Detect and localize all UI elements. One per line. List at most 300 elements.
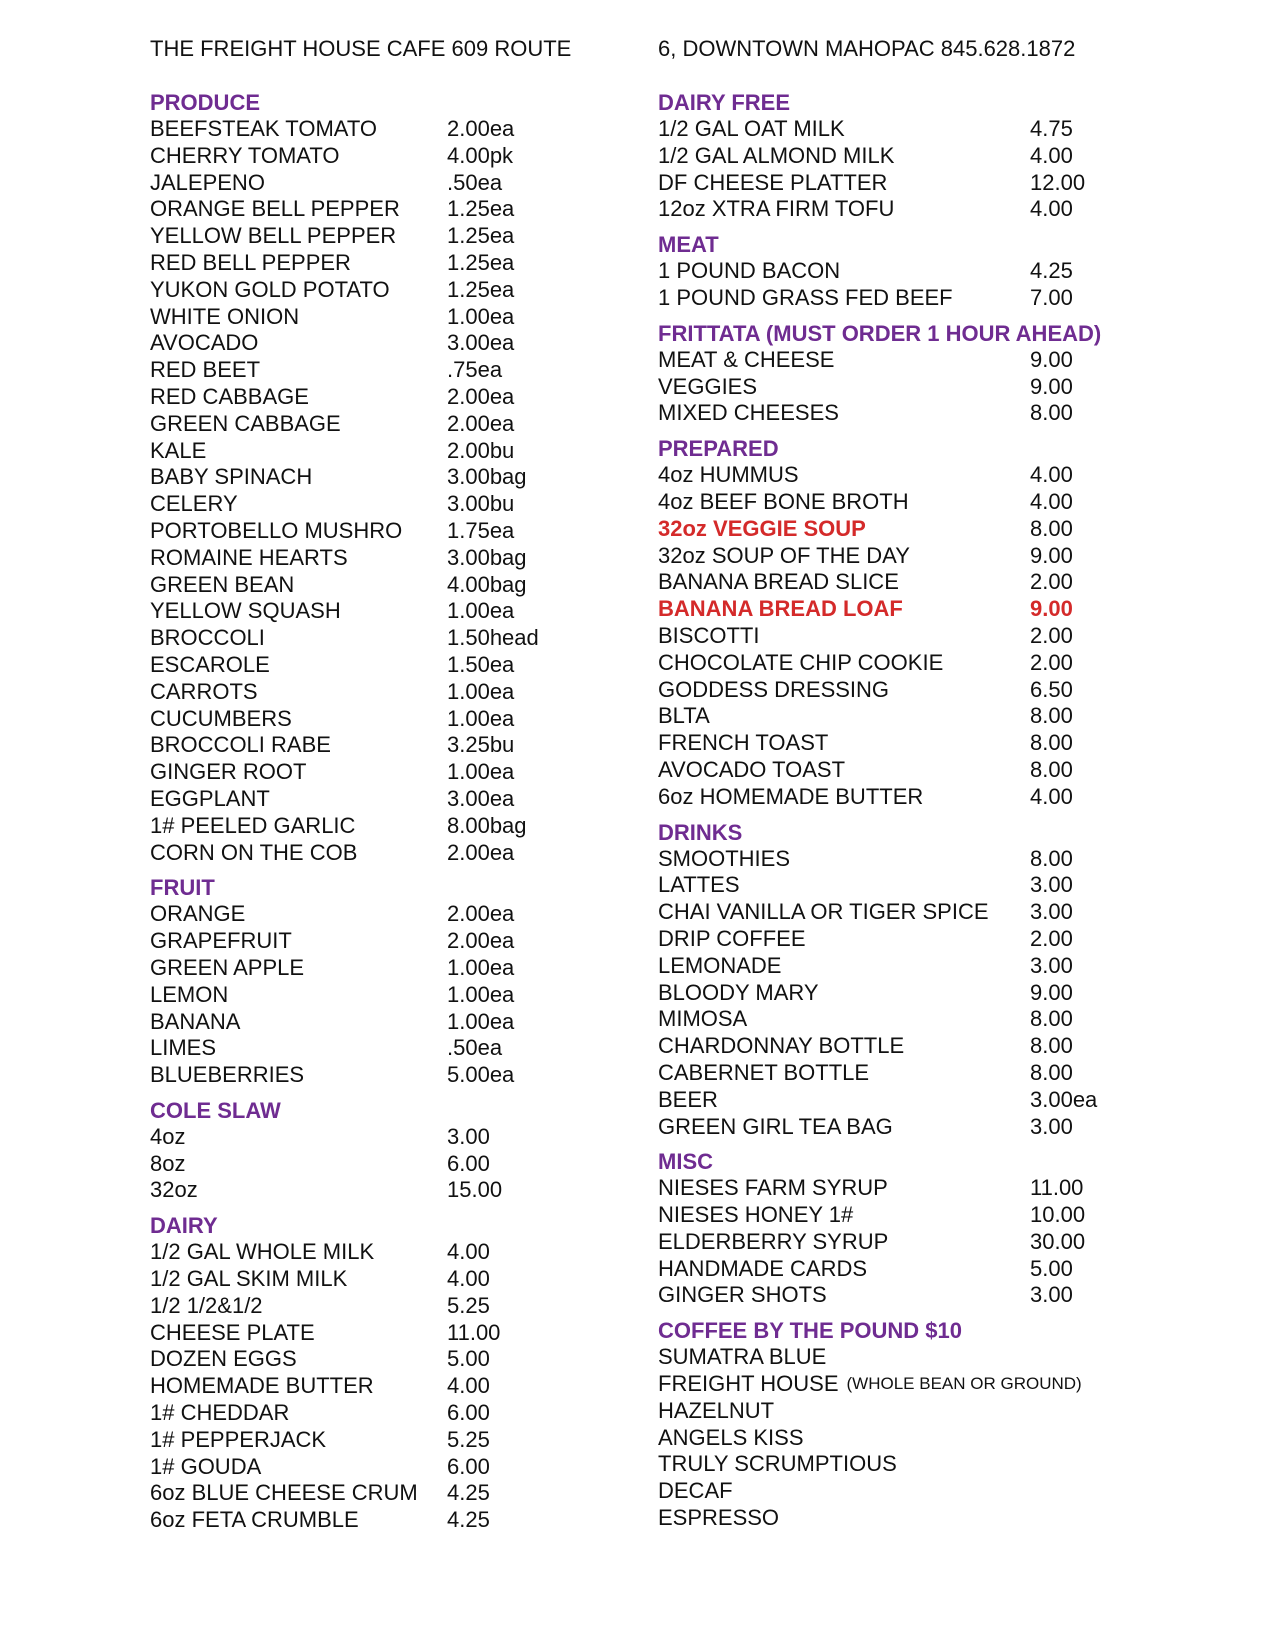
item-name: 1 POUND BACON: [658, 258, 841, 284]
item-price: 3.00: [1030, 952, 1073, 978]
item-price: 12.00: [1030, 169, 1086, 195]
item-name: CABERNET BOTTLE: [658, 1059, 870, 1085]
item-price: 6.00: [447, 1150, 490, 1176]
item-price: 3.00ea: [1030, 1086, 1098, 1112]
item-price: 2.00ea: [447, 901, 515, 927]
menu-item: [658, 489, 1138, 516]
item-name: 6oz HOMEMADE BUTTER: [658, 783, 924, 809]
menu-item: [150, 1507, 620, 1534]
item-price: 9.00: [1030, 346, 1073, 372]
menu-item: [150, 1266, 620, 1293]
menu-item: [658, 703, 1138, 730]
menu-item: [150, 982, 620, 1009]
item-price: 4.25: [1030, 258, 1073, 284]
item-name: MEAT & CHEESE: [658, 346, 835, 372]
item-name: LEMON: [150, 981, 229, 1007]
item-price: 2.00bu: [447, 437, 515, 463]
menu-item: [658, 1202, 1138, 1229]
menu-item: [658, 757, 1138, 784]
item-name: GREEN CABBAGE: [150, 410, 341, 436]
item-price: 4.00: [447, 1239, 490, 1265]
menu-item: [658, 980, 1138, 1007]
item-name: 6oz BLUE CHEESE CRUM: [150, 1480, 418, 1506]
item-price: 4.00pk: [447, 142, 514, 168]
menu-item: [150, 1177, 620, 1204]
menu-item: [150, 1062, 620, 1089]
menu-item: [658, 1505, 1138, 1532]
item-price: 3.00: [1030, 899, 1073, 925]
menu-item: [150, 625, 620, 652]
item-name: 4oz: [150, 1123, 186, 1149]
item-name: BLOODY MARY: [658, 979, 819, 1005]
menu-item: [150, 732, 620, 759]
menu-item: [658, 400, 1138, 427]
item-name: GREEN GIRL TEA BAG: [658, 1113, 893, 1139]
item-price: .50ea: [447, 1035, 503, 1061]
menu-item: [658, 730, 1138, 757]
menu-item: [658, 462, 1138, 489]
menu-item: [150, 1293, 620, 1320]
item-price: 5.00ea: [447, 1062, 515, 1088]
section-gap: [150, 1089, 620, 1097]
item-price: 3.00: [1030, 1282, 1073, 1308]
menu-item: [658, 846, 1138, 873]
menu-item: [150, 1239, 620, 1266]
item-name: HOMEMADE BUTTER: [150, 1373, 374, 1399]
item-price: 2.00ea: [447, 928, 515, 954]
item-name: 8oz: [150, 1150, 186, 1176]
item-price: 8.00: [1030, 703, 1073, 729]
menu-item: [150, 464, 620, 491]
item-price: 7.00: [1030, 284, 1073, 310]
menu-item: [658, 196, 1138, 223]
menu-item: [658, 650, 1138, 677]
menu-item: [658, 953, 1138, 980]
item-price: 8.00: [1030, 1059, 1073, 1085]
item-name: BANANA: [150, 1008, 241, 1034]
section-gap: [150, 866, 620, 874]
menu-item: [658, 1033, 1138, 1060]
item-price: 2.00ea: [447, 383, 515, 409]
menu-item: [658, 1398, 1138, 1425]
item-name: TRULY SCRUMPTIOUS: [658, 1451, 897, 1477]
menu-item: [150, 840, 620, 867]
section-gap: [658, 811, 1138, 819]
item-price: 5.00: [447, 1346, 490, 1372]
item-price: 3.00: [447, 1123, 490, 1149]
section-title-prepared: PREPARED: [658, 436, 779, 462]
menu-item: [658, 258, 1138, 285]
item-name: NIESES HONEY 1#: [658, 1202, 854, 1228]
menu-item: [150, 679, 620, 706]
item-price: 4.75: [1030, 116, 1073, 141]
item-price: 9.00: [1030, 596, 1073, 622]
section-gap: [658, 312, 1138, 320]
item-name: CHERRY TOMATO: [150, 142, 340, 168]
item-name: JALEPENO: [150, 169, 265, 195]
item-name: FREIGHT HOUSE: [658, 1371, 839, 1397]
menu-item: [150, 706, 620, 733]
item-price: 3.00: [1030, 872, 1073, 898]
section-title-dairy-free: DAIRY FREE: [658, 90, 791, 115]
item-name: 1 POUND GRASS FED BEEF: [658, 284, 953, 310]
menu-item: [150, 786, 620, 813]
item-price: 8.00: [1030, 400, 1073, 426]
item-name: BROCCOLI: [150, 625, 265, 651]
menu-item: [150, 304, 620, 331]
item-name: NIESES FARM SYRUP: [658, 1175, 888, 1201]
item-price: 4.00: [447, 1373, 490, 1399]
section-gap: [658, 427, 1138, 435]
item-price: 6.50: [1030, 676, 1073, 702]
item-name: BANANA BREAD LOAF: [658, 596, 903, 622]
item-name: BEEFSTEAK TOMATO: [150, 116, 377, 141]
menu-item: [150, 196, 620, 223]
item-price: 1.00ea: [447, 598, 515, 624]
right-column: [658, 89, 1138, 1532]
item-name: 32oz VEGGIE SOUP: [658, 515, 866, 541]
item-price: 2.00ea: [447, 410, 515, 436]
item-price: 3.00ea: [447, 785, 515, 811]
menu-item: [150, 250, 620, 277]
section-title-frittata-must-order-1-hour-ahead: FRITTATA (MUST ORDER 1 HOUR AHEAD): [658, 320, 1102, 346]
menu-item: [658, 926, 1138, 953]
item-name: 1# GOUDA: [150, 1453, 262, 1479]
menu-item: [150, 1035, 620, 1062]
menu-item: [150, 955, 620, 982]
menu-item: [658, 1087, 1138, 1114]
item-name: KALE: [150, 437, 207, 463]
menu-item: [658, 1344, 1138, 1371]
item-name: CELERY: [150, 491, 238, 517]
item-price: 1.00ea: [447, 705, 515, 731]
item-price: .75ea: [447, 357, 503, 383]
menu-item: [150, 545, 620, 572]
item-price: 2.00: [1030, 569, 1073, 595]
item-price: 8.00: [1030, 1033, 1073, 1059]
menu-item: [658, 1060, 1138, 1087]
item-price: 4.00: [1030, 488, 1073, 514]
item-name: ROMAINE HEARTS: [150, 544, 348, 570]
menu-item: [658, 116, 1138, 143]
item-name: RED BELL PEPPER: [150, 249, 351, 275]
item-name: GREEN BEAN: [150, 571, 295, 597]
item-name: 1/2 GAL WHOLE MILK: [150, 1239, 375, 1265]
menu-item: [150, 598, 620, 625]
item-price: 5.25: [447, 1292, 490, 1318]
menu-item: [150, 116, 620, 143]
item-price: 3.00bu: [447, 491, 515, 517]
item-price: 11.00: [1030, 1175, 1084, 1201]
item-name: 4oz HUMMUS: [658, 462, 799, 488]
item-name: BABY SPINACH: [150, 464, 313, 490]
item-price: 9.00: [1030, 542, 1073, 568]
item-price: 8.00: [1030, 845, 1073, 871]
menu-item: [150, 1009, 620, 1036]
item-price: 3.25bu: [447, 732, 515, 758]
item-price: .50ea: [447, 169, 503, 195]
item-name: BROCCOLI RABE: [150, 732, 331, 758]
item-price: 4.00: [1030, 783, 1073, 809]
item-name: 1# PEPPERJACK: [150, 1426, 327, 1452]
item-price: 3.00ea: [447, 330, 515, 356]
menu-item: [658, 285, 1138, 312]
item-price: 9.00: [1030, 979, 1073, 1005]
item-price: 4.00: [1030, 462, 1073, 488]
item-note: (WHOLE BEAN OR GROUND): [846, 1374, 1082, 1394]
menu-item: [658, 1371, 1138, 1398]
item-price: 1.50head: [447, 625, 539, 651]
item-price: 2.00ea: [447, 839, 515, 865]
menu-item: [658, 1478, 1138, 1505]
menu-item: [150, 1400, 620, 1427]
section-title-dairy: DAIRY: [150, 1213, 218, 1239]
item-name: BLUEBERRIES: [150, 1062, 305, 1088]
item-price: 10.00: [1030, 1202, 1086, 1228]
item-name: ESPRESSO: [658, 1505, 780, 1531]
item-price: 8.00: [1030, 730, 1073, 756]
menu-item: [658, 784, 1138, 811]
menu-item: [658, 1229, 1138, 1256]
item-name: PORTOBELLO MUSHRO: [150, 517, 403, 543]
menu-item: [658, 1282, 1138, 1309]
item-price: 8.00: [1030, 1006, 1073, 1032]
item-price: 1.00ea: [447, 759, 515, 785]
item-name: LIMES: [150, 1035, 217, 1061]
item-name: SUMATRA BLUE: [658, 1344, 827, 1370]
item-price: 1.00ea: [447, 954, 515, 980]
item-price: 2.00: [1030, 925, 1073, 951]
item-name: GINGER ROOT: [150, 759, 307, 785]
item-name: MIMOSA: [658, 1006, 748, 1032]
item-price: 2.00ea: [447, 116, 515, 141]
item-price: 1.25ea: [447, 223, 515, 249]
item-price: 4.00: [1030, 196, 1073, 222]
menu-item: [658, 143, 1138, 170]
menu-item: [150, 901, 620, 928]
menu-item: [150, 1320, 620, 1347]
menu-item: [150, 143, 620, 170]
item-name: ANGELS KISS: [658, 1424, 804, 1450]
item-price: 5.25: [447, 1426, 490, 1452]
menu-item: [150, 1480, 620, 1507]
menu-item: [150, 518, 620, 545]
item-name: LATTES: [658, 872, 740, 898]
menu-item: [658, 623, 1138, 650]
item-name: HAZELNUT: [658, 1397, 775, 1423]
item-price: 1.75ea: [447, 517, 515, 543]
item-price: 4.25: [447, 1480, 490, 1506]
item-price: 30.00: [1030, 1228, 1086, 1254]
item-name: 1# CHEDDAR: [150, 1400, 290, 1426]
item-name: GRAPEFRUIT: [150, 928, 292, 954]
item-price: 8.00bag: [447, 812, 527, 838]
item-price: 8.00: [1030, 756, 1073, 782]
item-price: 6.00: [447, 1400, 490, 1426]
item-name: BANANA BREAD SLICE: [658, 569, 899, 595]
menu-item: [658, 374, 1138, 401]
item-name: RED BEET: [150, 357, 261, 383]
item-price: 5.00: [1030, 1255, 1073, 1281]
menu-item: [150, 1124, 620, 1151]
item-name: BLTA: [658, 703, 710, 729]
menu-item: [658, 1425, 1138, 1452]
menu-item: [150, 813, 620, 840]
menu-item: [150, 759, 620, 786]
item-price: 1.00ea: [447, 678, 515, 704]
item-price: 1.25ea: [447, 276, 515, 302]
item-name: HANDMADE CARDS: [658, 1255, 868, 1281]
item-name: DF CHEESE PLATTER: [658, 169, 888, 195]
item-name: 6oz FETA CRUMBLE: [150, 1507, 359, 1533]
section-title-fruit: FRUIT: [150, 875, 215, 901]
item-name: CORN ON THE COB: [150, 839, 358, 865]
item-name: MIXED CHEESES: [658, 400, 839, 426]
item-name: CHARDONNAY BOTTLE: [658, 1033, 905, 1059]
left-column: [150, 89, 620, 1534]
section-title-misc: MISC: [658, 1149, 713, 1175]
section-title-drinks: DRINKS: [658, 819, 743, 845]
section-gap: [150, 1204, 620, 1212]
item-price: 2.00: [1030, 649, 1073, 675]
item-name: 1# PEELED GARLIC: [150, 812, 356, 838]
menu-item: [150, 1346, 620, 1373]
item-name: ELDERBERRY SYRUP: [658, 1228, 889, 1254]
item-name: 12oz XTRA FIRM TOFU: [658, 196, 895, 222]
menu-item: [658, 170, 1138, 197]
item-name: RED CABBAGE: [150, 383, 309, 409]
item-name: DECAF: [658, 1478, 733, 1504]
menu-item: [658, 1114, 1138, 1141]
item-price: 2.00: [1030, 622, 1073, 648]
menu-item: [150, 330, 620, 357]
item-name: WHITE ONION: [150, 303, 300, 329]
item-name: 4oz BEEF BONE BROTH: [658, 488, 909, 514]
menu-item: [150, 652, 620, 679]
item-name: ORANGE BELL PEPPER: [150, 196, 400, 222]
item-price: 1.00ea: [447, 303, 515, 329]
item-name: GINGER SHOTS: [658, 1282, 827, 1308]
section-gap: [658, 1140, 1138, 1148]
item-price: 6.00: [447, 1453, 490, 1479]
header-left: THE FREIGHT HOUSE CAFE 609 ROUTE: [150, 36, 572, 61]
section-title-produce: PRODUCE: [150, 90, 261, 115]
item-name: BISCOTTI: [658, 622, 760, 648]
menu-item: [658, 1451, 1138, 1478]
section-gap: [658, 223, 1138, 231]
item-name: CHEESE PLATE: [150, 1319, 315, 1345]
menu-item: [658, 347, 1138, 374]
item-price: 1.25ea: [447, 196, 515, 222]
menu-item: [150, 1427, 620, 1454]
item-price: 4.00bag: [447, 571, 527, 597]
menu-item: [658, 569, 1138, 596]
item-name: ESCAROLE: [150, 651, 270, 677]
menu-item: [150, 572, 620, 599]
item-price: 1.00ea: [447, 1008, 515, 1034]
menu-item: [150, 1151, 620, 1178]
item-name: DRIP COFFEE: [658, 925, 806, 951]
item-name: 32oz SOUP OF THE DAY: [658, 542, 910, 568]
item-name: GODDESS DRESSING: [658, 676, 890, 702]
section-gap: [658, 1309, 1138, 1317]
item-name: BEER: [658, 1086, 718, 1112]
item-price: 3.00: [1030, 1113, 1073, 1139]
item-name: DOZEN EGGS: [150, 1346, 297, 1372]
item-price: 4.00: [1030, 142, 1073, 168]
menu-item: [658, 872, 1138, 899]
menu-item: [150, 170, 620, 197]
menu-item: [658, 899, 1138, 926]
item-price: 8.00: [1030, 515, 1073, 541]
menu-item: [150, 277, 620, 304]
menu-item: [150, 491, 620, 518]
item-name: YUKON GOLD POTATO: [150, 276, 390, 302]
item-price: 3.00bag: [447, 544, 527, 570]
item-price: 4.00: [447, 1266, 490, 1292]
item-name: CARROTS: [150, 678, 258, 704]
item-name: 1/2 GAL OAT MILK: [658, 116, 845, 141]
item-price: 1.50ea: [447, 651, 515, 677]
item-name: EGGPLANT: [150, 785, 270, 811]
item-name: FRENCH TOAST: [658, 730, 829, 756]
item-price: 1.25ea: [447, 249, 515, 275]
item-price: 1.00ea: [447, 981, 515, 1007]
menu-item: [150, 223, 620, 250]
item-price: 4.25: [447, 1507, 490, 1533]
item-name: CHOCOLATE CHIP COOKIE: [658, 649, 944, 675]
section-title-coffee-by-the-pound-10: COFFEE BY THE POUND $10: [658, 1318, 962, 1344]
item-name: GREEN APPLE: [150, 954, 305, 980]
item-name: CHAI VANILLA OR TIGER SPICE: [658, 899, 989, 925]
menu-item: [150, 1454, 620, 1481]
menu-item: [150, 357, 620, 384]
menu-item: [658, 1006, 1138, 1033]
item-name: ORANGE: [150, 901, 246, 927]
menu-item: [658, 1256, 1138, 1283]
menu-item: [150, 1373, 620, 1400]
item-name: VEGGIES: [658, 373, 758, 399]
menu-item: [658, 596, 1138, 623]
item-price: 11.00: [447, 1319, 501, 1345]
menu-item: [658, 543, 1138, 570]
item-name: 1/2 1/2&1/2: [150, 1292, 263, 1318]
menu-item: [150, 384, 620, 411]
item-name: SMOOTHIES: [658, 845, 791, 871]
section-title-meat: MEAT: [658, 232, 719, 258]
menu-item: [658, 677, 1138, 704]
menu-item: [150, 438, 620, 465]
item-name: AVOCADO: [150, 330, 259, 356]
item-name: YELLOW BELL PEPPER: [150, 223, 397, 249]
item-price: 3.00bag: [447, 464, 527, 490]
item-name: CUCUMBERS: [150, 705, 292, 731]
item-name: 1/2 GAL SKIM MILK: [150, 1266, 348, 1292]
item-name: 32oz: [150, 1177, 198, 1203]
section-title-cole-slaw: COLE SLAW: [150, 1097, 281, 1123]
item-price: 15.00: [447, 1177, 503, 1203]
item-name: AVOCADO TOAST: [658, 756, 846, 782]
menu-item: [658, 516, 1138, 543]
menu-item: [150, 411, 620, 438]
header-right: 6, DOWNTOWN MAHOPAC 845.628.1872: [658, 36, 1076, 61]
item-name: LEMONADE: [658, 952, 782, 978]
item-name: 1/2 GAL ALMOND MILK: [658, 142, 895, 168]
menu-item: [150, 928, 620, 955]
item-price: 9.00: [1030, 373, 1073, 399]
item-name: YELLOW SQUASH: [150, 598, 341, 624]
menu-item: [658, 1175, 1138, 1202]
